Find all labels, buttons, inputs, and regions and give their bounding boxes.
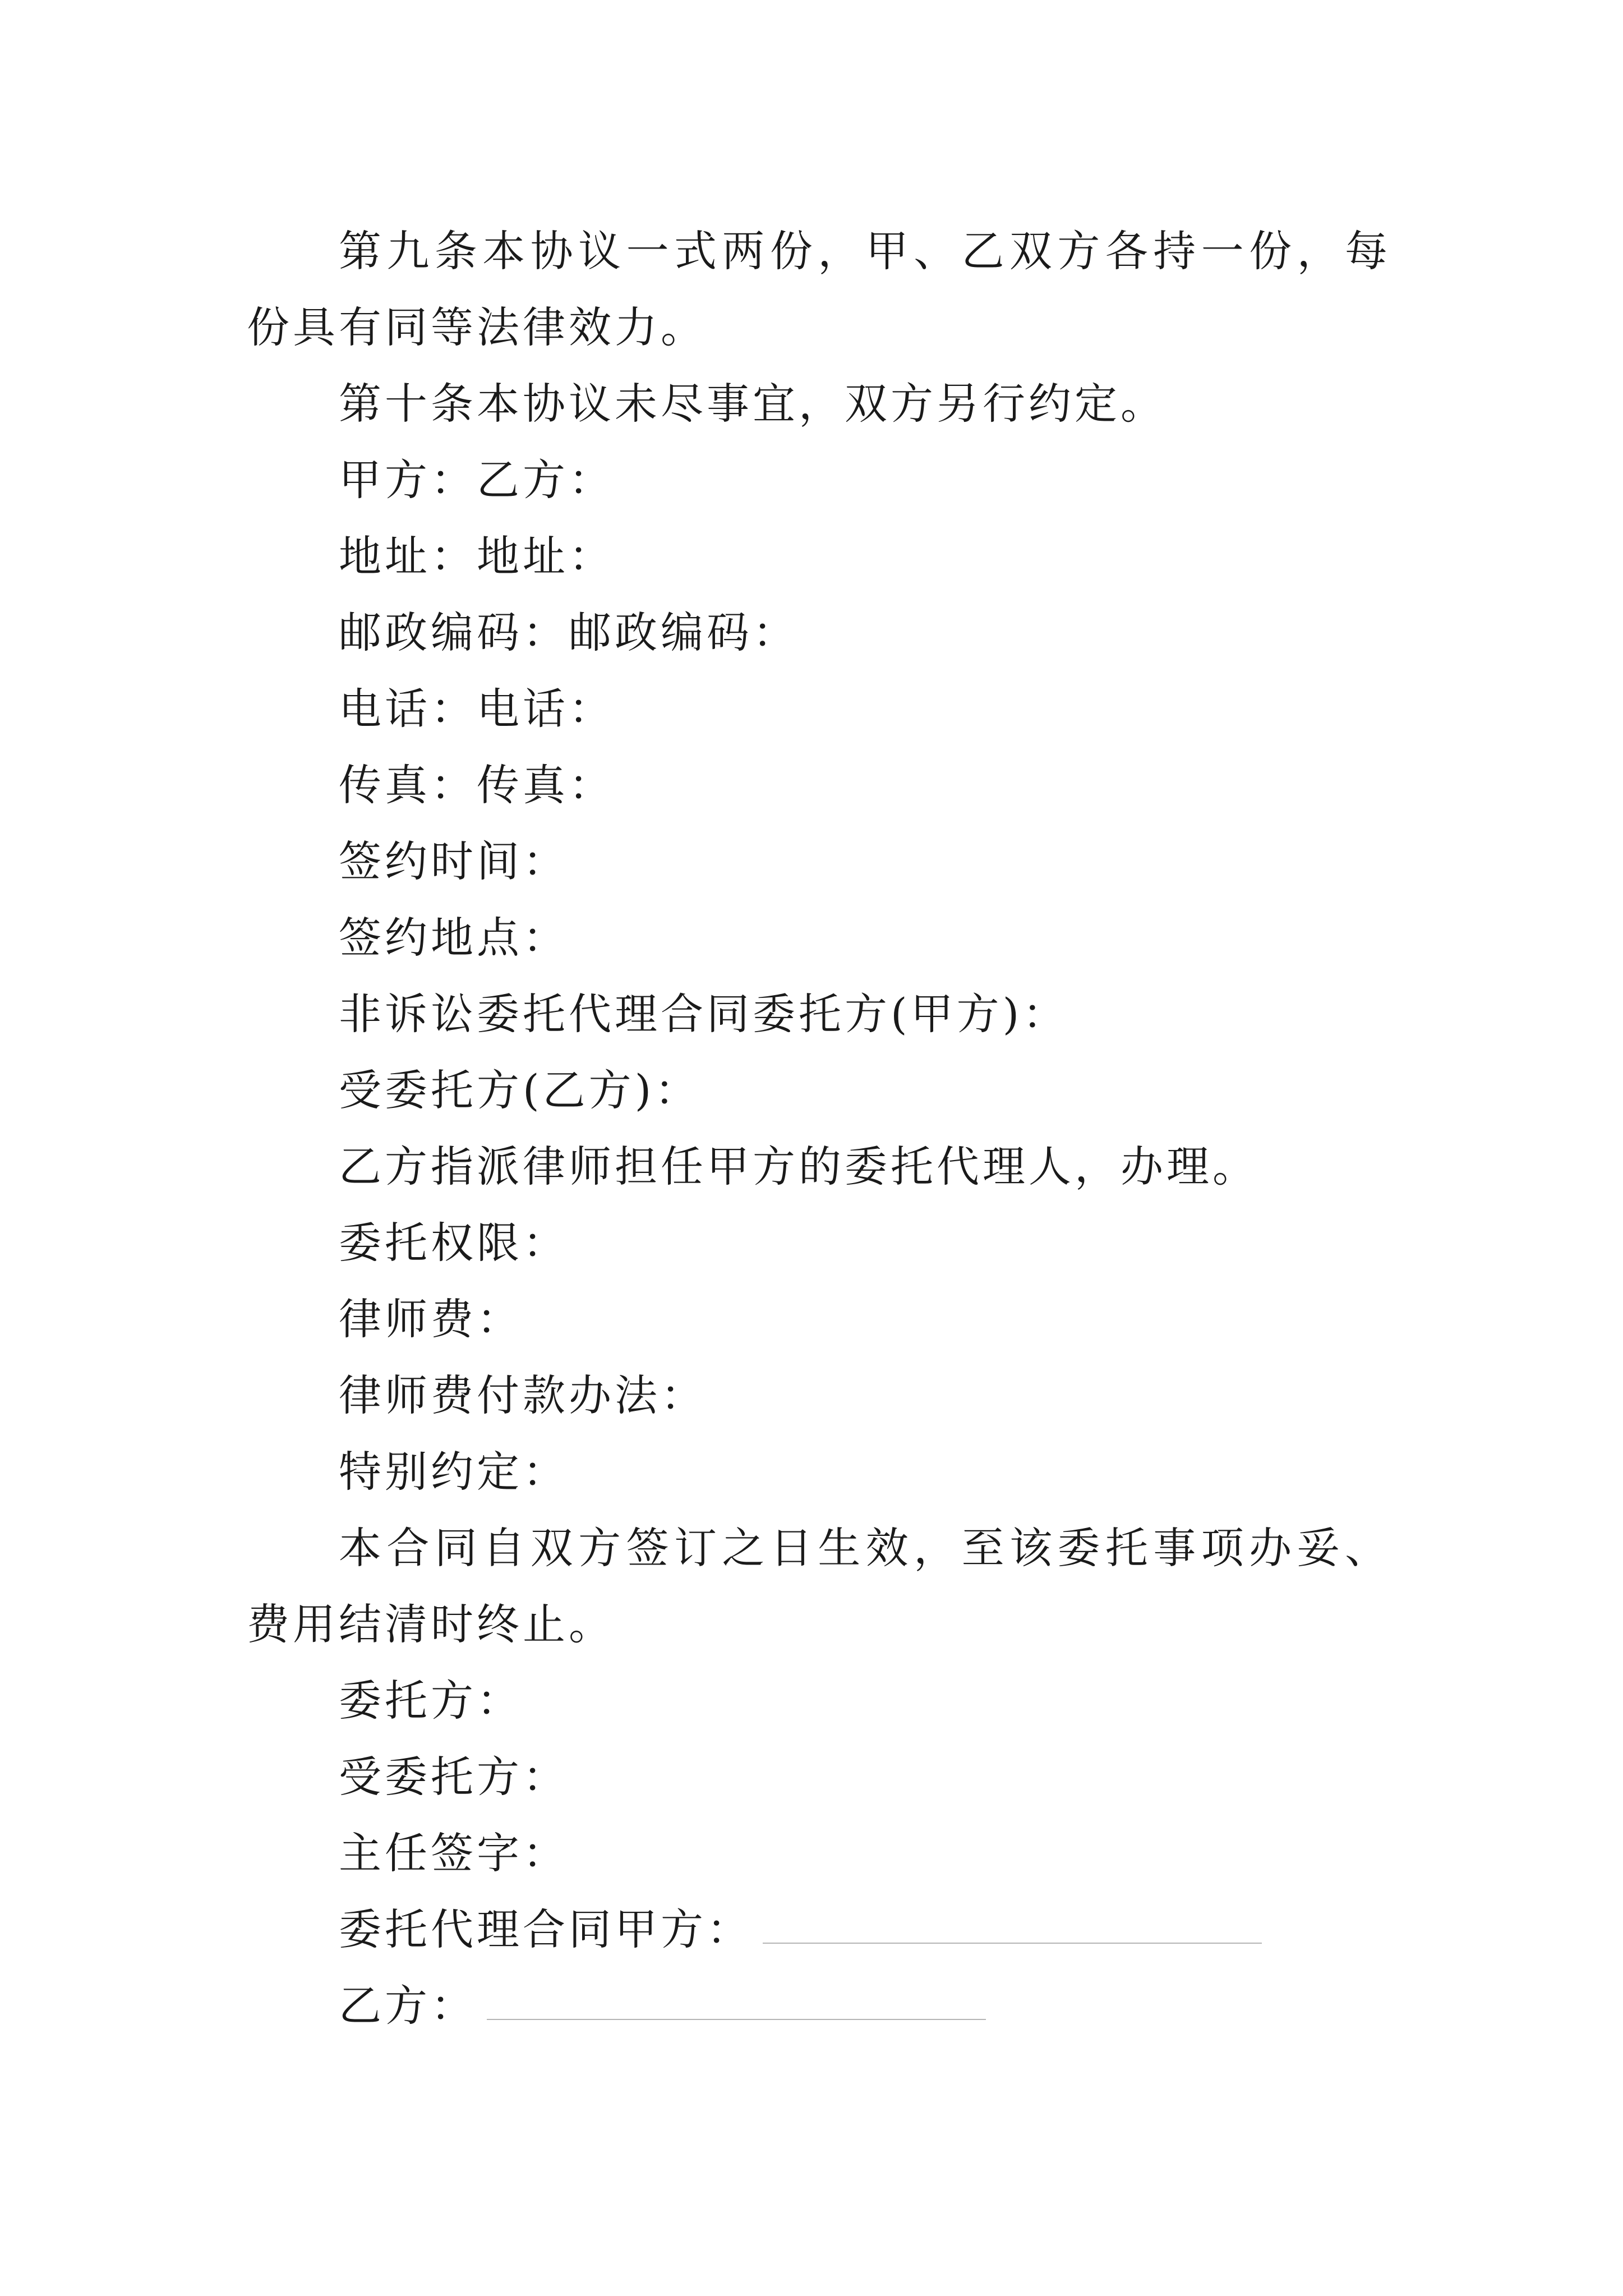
client-signature-label: 委托方： xyxy=(339,1676,523,1726)
party-a-label: 委托代理合同甲方： xyxy=(339,1904,753,1954)
party-b-line xyxy=(247,1968,1391,2044)
special-terms-label: 特别约定： xyxy=(339,1447,569,1497)
agent-label: 受委托方(乙方)： xyxy=(339,1065,701,1115)
party-a-blank[interactable] xyxy=(763,1940,1262,1944)
contract-title-client: 非诉讼委托代理合同委托方(甲方)： xyxy=(339,989,1069,1039)
fax-labels: 传真：传真： xyxy=(339,760,615,810)
clause-ten: 第十条本协议未尽事宜，双方另行约定。 xyxy=(339,379,1166,429)
authority-label: 委托权限： xyxy=(339,1218,569,1268)
clause-nine: 第九条本协议一式两份，甲、乙双方各持一份，每份具有同等法律效力。 xyxy=(247,226,1391,352)
party-a-line xyxy=(247,1892,1391,1968)
lawyer-fee-label: 律师费： xyxy=(339,1294,523,1344)
address-labels: 地址：地址： xyxy=(339,531,615,581)
agent-signature-label: 受委托方： xyxy=(339,1752,569,1802)
postcode-labels: 邮政编码：邮政编码： xyxy=(339,608,799,657)
signing-time-label: 签约时间： xyxy=(339,836,569,886)
fee-payment-label: 律师费付款办法： xyxy=(339,1370,707,1420)
document-body xyxy=(247,213,1391,2044)
phone-labels: 电话：电话： xyxy=(339,684,615,734)
party-b-label: 乙方： xyxy=(339,1981,477,2031)
signing-place-label: 签约地点： xyxy=(339,913,569,963)
lawyer-assignment: 乙方指派律师担任甲方的委托代理人，办理。 xyxy=(339,1142,1258,1191)
director-signature-label: 主任签字： xyxy=(339,1828,569,1878)
effective-clause: 本合同自双方签订之日生效，至该委托事项办妥、费用结清时终止。 xyxy=(247,1523,1391,1649)
party-labels: 甲方：乙方： xyxy=(339,455,615,505)
party-b-blank[interactable] xyxy=(487,2017,986,2020)
